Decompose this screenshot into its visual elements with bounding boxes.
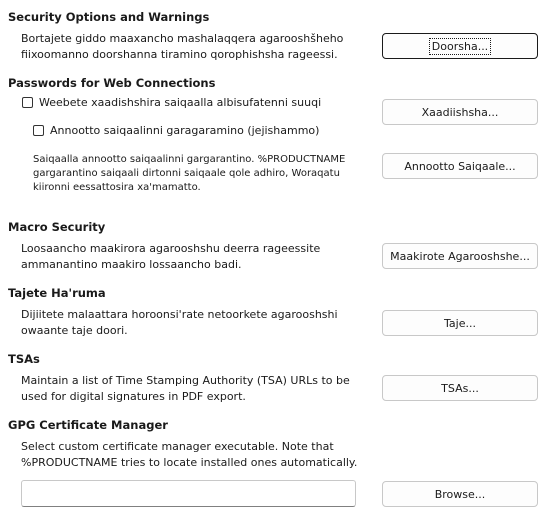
macro-security-heading: Macro Security xyxy=(8,220,106,234)
gpg-path-input[interactable] xyxy=(21,480,356,507)
security-options-heading: Security Options and Warnings xyxy=(8,10,210,24)
gpg-desc-line-1: Select custom certificate manager executable. Note that xyxy=(21,440,334,453)
master-password-checkbox[interactable] xyxy=(33,125,44,136)
gpg-description xyxy=(21,439,357,471)
master-password-button[interactable] xyxy=(382,153,538,179)
tajete-button-label: Taje... xyxy=(444,316,476,330)
master-password-desc-line-2: gargarantino saiqaali dirtonni saiqaale qole adhiro, Woraqatu xyxy=(33,168,340,179)
gpg-browse-button-label: Browse... xyxy=(434,487,486,501)
persistent-passwords-checkbox-label[interactable]: Weebete xaadishshira saiqaalla albisufatenni suuqi xyxy=(39,96,322,109)
gpg-desc-line-2: %PRODUCTNAME tries to locate installed ones automatically. xyxy=(21,456,358,469)
tajete-desc-line-1: Dijiitete malaattara horoonsi'rate netoorkete agarooshshi xyxy=(21,308,338,321)
tajete-heading: Tajete Ha'ruma xyxy=(8,286,106,300)
tsas-desc-line-1: Maintain a list of Time Stamping Authority (TSA) URLs to be xyxy=(21,374,350,387)
security-options-description xyxy=(21,31,343,63)
macro-security-desc-line-2: ammanantino maakiro lossaancho badi. xyxy=(21,258,242,271)
security-options-desc-line-1: Bortajete giddo maaxancho mashalaqqera agarooshšheho xyxy=(21,32,344,45)
macro-security-button-label: Maakirote Agarooshshe... xyxy=(390,249,530,263)
tsas-heading: TSAs xyxy=(8,352,40,366)
tsas-button-label: TSAs... xyxy=(441,381,479,395)
connections-button[interactable] xyxy=(382,99,538,125)
passwords-heading: Passwords for Web Connections xyxy=(8,76,216,90)
tsas-description xyxy=(21,373,350,405)
macro-security-description xyxy=(21,241,320,273)
tajete-desc-line-2: owaante taje doori. xyxy=(21,324,128,337)
gpg-heading: GPG Certificate Manager xyxy=(8,418,168,432)
persistent-passwords-checkbox[interactable] xyxy=(22,97,33,108)
security-options-button[interactable] xyxy=(382,33,538,59)
master-password-desc-line-3: kiironni eessattosira xa'mamatto. xyxy=(33,182,201,193)
master-password-button-label: Annootto Saiqaale... xyxy=(404,159,516,173)
gpg-browse-button[interactable] xyxy=(382,481,538,507)
master-password-checkbox-label[interactable]: Annootto saiqaalinni garagaramino (jejishammo) xyxy=(50,124,320,137)
macro-security-desc-line-1: Loosaancho maakirora agarooshshu deerra rageessite xyxy=(21,242,321,255)
tsas-desc-line-2: used for digital signatures in PDF export. xyxy=(21,390,246,403)
tajete-description xyxy=(21,307,338,339)
master-password-checkbox-row[interactable] xyxy=(33,124,319,137)
master-password-description xyxy=(33,153,345,195)
security-options-desc-line-2: fiixoomanno doorshanna tiramino qorophishsha rageessi. xyxy=(21,48,338,61)
tajete-button[interactable] xyxy=(382,310,538,336)
security-options-button-label: Doorsha... xyxy=(431,39,489,53)
connections-button-label: Xaadiishsha... xyxy=(421,105,499,119)
persistent-passwords-checkbox-row[interactable] xyxy=(22,96,321,109)
tsas-button[interactable] xyxy=(382,375,538,401)
master-password-desc-line-1: Saiqaalla annootto saiqaalinni gargarantino. %PRODUCTNAME xyxy=(33,154,346,165)
macro-security-button[interactable] xyxy=(382,243,538,269)
